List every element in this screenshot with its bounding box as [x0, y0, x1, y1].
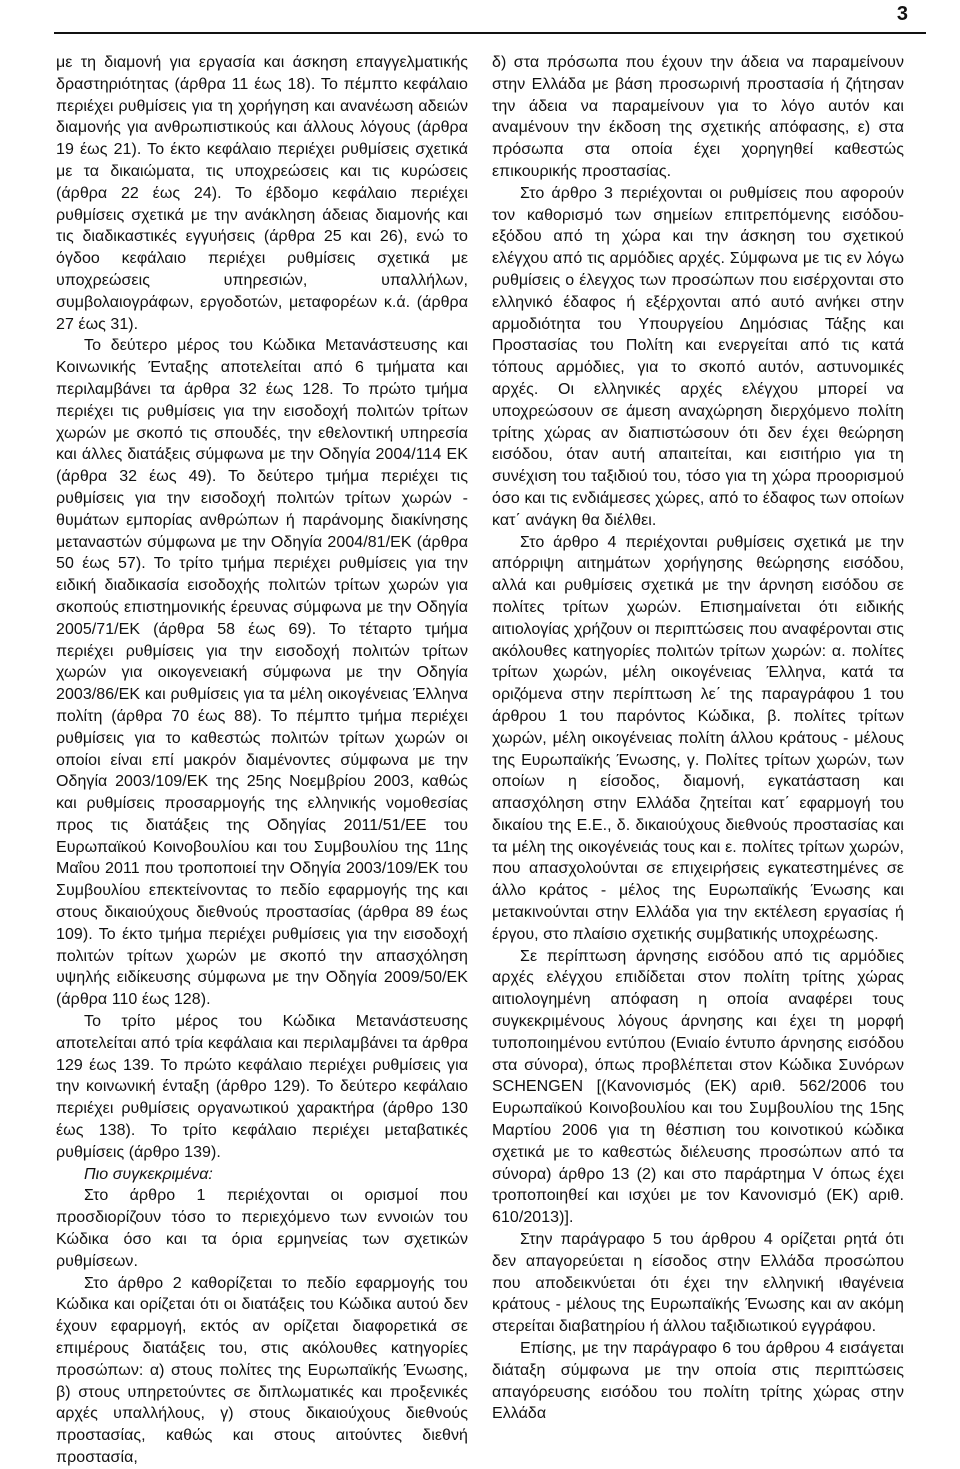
paragraph: Επίσης, με την παράγραφο 6 του άρθρου 4 εισάγεται διάταξη σύμφωνα με την οποία στις περιπτώσεις απαγόρευσης εισόδου του πολίτη τρίτης χώρας στην Ελλάδα: [492, 1340, 904, 1423]
section-heading: Πιο συγκεκριμένα:: [84, 1165, 213, 1183]
paragraph: Το δεύτερο μέρος του Κώδικα Μετανάστευσης και Κοινωνικής Ένταξης αποτελείται από 6 τμήματα και περιλαμβάνει τα άρθρα 32 έως 128. Το πρώτο τμήμα περιέχει τις ρυθμίσεις για την εισοδοχή πολιτών τρίτων χωρών με σκοπό τις σπουδές, την εθελοντική υπηρεσία και άλλες διατάξεις σύμφωνα με την Οδηγία 2004/114 ΕΚ (άρθρα 32 έως 49). Το δεύτερο τμήμα περιέχει τις ρυθμίσεις για την εισοδοχή πολιτών τρίτων χωρών - θυμάτων εμπορίας ανθρώπων ή παράνομης διακίνησης μεταναστών σύμφωνα με την Οδηγία 2004/81/ΕΚ (άρθρα 50 έως 57). Το τρίτο τμήμα περιέχει ρυθμίσεις για την ειδική διαδικασία εισοδοχής πολιτών τρίτων χωρών για σκοπούς επιστημονικής έρευνας σύμφωνα με την Οδηγία 2005/71/ΕΚ (άρθρα 58 έως 69). Το τέταρτο τμήμα περιέχει ρυθμίσεις για την εισοδοχή πολιτών τρίτων χωρών για οικογενειακή σύμφωνα με την Οδηγία 2003/86/ΕΚ και ρυθμίσεις για τα μέλη οικογένειας Έλληνα πολίτη (άρθρα 70 έως 88). Το πέμπτο τμήμα περιέχει ρυθμίσεις για το καθεστώς πολιτών τρίτων χωρών οι οποίοι είναι επί μακρόν διαμένοντες σύμφωνα με την Οδηγία 2003/109/ΕΚ της 25ης Νοεμβρίου 2003, καθώς και ρυθμίσεις προσαρμογής της ελληνικής νομοθεσίας προς τις διατάξεις της Οδηγίας 2011/51/ΕΕ του Ευρωπαϊκού Κοινοβουλίου και του Συμβουλίου της 11ης Μαΐου 2011 που τροποποιεί την Οδηγία 2003/109/ΕΚ του Συμβουλίου επεκτείνοντας το πεδίο εφαρμογής της και στους δικαιούχους διεθνούς προστασίας (άρθρα 89 έως 109). Το έκτο τμήμα περιέχει ρυθμίσεις για την εισοδοχή πολιτών τρίτων χωρών με σκοπό την απασχόληση υψηλής ειδίκευσης σύμφωνα με την Οδηγία 2009/50/ΕΚ (άρθρα 110 έως 128).: [56, 337, 468, 1009]
paragraph: Στο άρθρο 2 καθορίζεται το πεδίο εφαρμογής του Κώδικα και ορίζεται ότι οι διατάξεις του Κώδικα αυτού δεν έχουν εφαρμογή, εκτός αν ορίζεται διαφορετικά σε επιμέρους διατάξεις του, στις ακόλουθες κατηγορίες προσώπων: α) στους πολίτες της Ευρωπαϊκής Ένωσης, β) στους υπηρετούντες σε διπλωματικές και προξενικές αρχές υπαλλήλους, γ) στους δικαιούχους διεθνούς προστασίας, καθώς και στους αιτούντες διεθνή προστασία,: [56, 1274, 468, 1466]
left-column: [56, 52, 468, 1469]
paragraph: Στο άρθρο 1 περιέχονται οι ορισμοί που προσδιορίζουν τόσο το περιεχόμενο των εννοιών του Κώδικα όσο και τα όρια ερμηνείας των σχετικών ρυθμίσεων.: [56, 1187, 468, 1270]
paragraph: δ) στα πρόσωπα που έχουν την άδεια να παραμείνουν στην Ελλάδα με βάση προσωρινή προστασία ή ζήτησαν την άδεια να παραμείνουν για το λόγο αυτόν και αναμένουν την έκδοση της σχετικής απόφασης, ε) στα πρόσωπα στα οποία έχει χορηγηθεί καθεστώς επικουρικής προστασίας.: [492, 54, 904, 180]
header-rule: [54, 32, 926, 34]
right-column: [492, 52, 904, 1425]
paragraph: Στο άρθρο 3 περιέχονται οι ρυθμίσεις που αφορούν τον καθορισμό των σημείων επιτρεπόμενης εισόδου-εξόδου από τη χώρα και την άσκηση του σχετικού ελέγχου από τις αρμόδιες αρχές. Σύμφωνα με τις εν λόγω ρυθμίσεις ο έλεγχος των προσώπων που εισέρχονται στο ελληνικό έδαφος ή εξέρχονται από αυτό ανήκει στην αρμοδιότητα του Υπουργείου Δημόσιας Τάξης και Προστασίας του Πολίτη και ενεργείται από τις κατά τόπους αρμόδιες, για το σκοπό αυτόν, αστυνομικές αρχές. Οι ελληνικές αρχές ελέγχου μπορεί να υποχρεώσουν σε άμεση αναχώρηση διερχόμενο πολίτη τρίτης χώρας αν διαπιστώσουν ότι δεν έχει θεώρηση εισόδου, όταν αυτή απαιτείται, και εισιτήριο για τη συνέχιση του ταξιδιού του, τόσο για τη χώρα προορισμού όσο και τις ενδιάμεσες χώρες, από το έδαφος των οποίων κατ΄ ανάγκη θα διέλθει.: [492, 184, 904, 529]
paragraph: με τη διαμονή για εργασία και άσκηση επαγγελματικής δραστηριότητας (άρθρα 11 έως 18). Το πέμπτο κεφάλαιο περιέχει ρυθμίσεις για τη χορήγηση και ανανέωση αδειών διαμονής για ανθρωπιστικούς και άλλους λόγους (άρθρα 19 έως 21). Το έκτο κεφάλαιο περιέχει ρυθμίσεις σχετικά με τα δικαιώματα, τις υποχρεώσεις και τις κυρώσεις (άρθρα 22 έως 24). Το έβδομο κεφάλαιο περιέχει ρυθμίσεις σχετικά με την ανάκληση άδειας διαμονής και τις διαδικαστικές εγγυήσεις (άρθρα 25 και 26), ενώ το όγδοο κεφάλαιο περιέχει ρυθμίσεις σχετικά με υποχρεώσεις υπηρεσιών, υπαλλήλων, συμβολαιογράφων, εργοδοτών, μεταφορέων κ.ά. (άρθρα 27 έως 31).: [56, 54, 468, 333]
page-number: 3: [896, 3, 908, 25]
paragraph: Σε περίπτωση άρνησης εισόδου από τις αρμόδιες αρχές ελέγχου επιδίδεται στον πολίτη τρίτης χώρας αιτιολογημένη απόφαση η οποία αναφέρει τους συγκεκριμένους λόγους άρνησης και έχει τη μορφή τυποποιημένου εντύπου (Ενιαίο έντυπο άρνησης εισόδου στα σύνορα), όπως προβλέπεται στον Κώδικα Συνόρων SCHENGEN [(Κανονισμός (ΕΚ) αριθ. 562/2006 του Ευρωπαϊκού Κοινοβουλίου και του Συμβουλίου της 15ης Μαρτίου 2006 για τη θέσπιση του κοινοτικού κώδικα σχετικά με το καθεστώς διέλευσης προσώπων από τα σύνορα) άρθρο 13 (2) και στο παράρτημα V όπως έχει τροποποιηθεί και ισχύει με τον Κανονισμό (ΕΚ) αριθ. 610/2013)].: [492, 947, 904, 1227]
paragraph: Το τρίτο μέρος του Κώδικα Μετανάστευσης αποτελείται από τρία κεφάλαια και περιλαμβάνει τα άρθρα 129 έως 139. Το πρώτο κεφάλαιο περιέχει ρυθμίσεις για την κοινωνική ένταξη (άρθρο 129). Το δεύτερο κεφάλαιο περιέχει ρυθμίσεις οργανωτικού χαρακτήρα (άρθρο 130 έως 138). Το τρίτο κεφάλαιο περιέχει μεταβατικές ρυθμίσεις (άρθρο 139).: [56, 1013, 468, 1161]
paragraph: Στο άρθρο 4 περιέχονται ρυθμίσεις σχετικά με την απόρριψη αιτημάτων χορήγησης θεώρησης εισόδου, αλλά και ρυθμίσεις σχετικά με την άρνηση εισόδου σε πολίτες τρίτων χωρών. Επισημαίνεται ότι ειδικής αιτιολογίας χρήζουν οι περιπτώσεις που αναφέρονται στις ακόλουθες κατηγορίες πολιτών τρίτων χωρών: α. πολίτες τρίτων χωρών, μέλη οικογένειας Έλληνα, κατά τα οριζόμενα στην περίπτωση λε΄ της παραγράφου 1 του άρθρου 1 του παρόντος Κώδικα, β. πολίτες τρίτων χωρών, μέλη οικογένειας πολίτη άλλου κράτους - μέλους της Ευρωπαϊκής Ένωσης, γ. Πολίτες τρίτων χωρών, των οποίων η είσοδος, διαμονή, εγκατάσταση και απασχόληση στην Ελλάδα ζητείται κατ΄ εφαρμογή του δικαίου της Ε.Ε., δ. δικαιούχους διεθνούς προστασίας και τα μέλη της οικογένειάς τους και ε. πολίτες τρίτων χωρών, που απασχολούνται σε επιχειρήσεις εγκατεστημένες σε άλλο κράτος - μέλος της Ευρωπαϊκής Ένωσης και μετακινούνται στην Ελλάδα για την εκτέλεση εργασίας ή έργου, στο πλαίσιο σχετικής συμβατικής υποχρέωσης.: [492, 533, 904, 943]
paragraph: Στην παράγραφο 5 του άρθρου 4 ορίζεται ρητά ότι δεν απαγορεύεται η είσοδος στην Ελλάδα προσώπου που αποδεικνύεται ότι έχει την ελληνική ιθαγένεια κράτους - μέλους της Ευρωπαϊκής Ένωσης και αν ακόμη στερείται διαβατηρίου ή άλλου ταξιδιωτικού εγγράφου.: [492, 1231, 904, 1336]
